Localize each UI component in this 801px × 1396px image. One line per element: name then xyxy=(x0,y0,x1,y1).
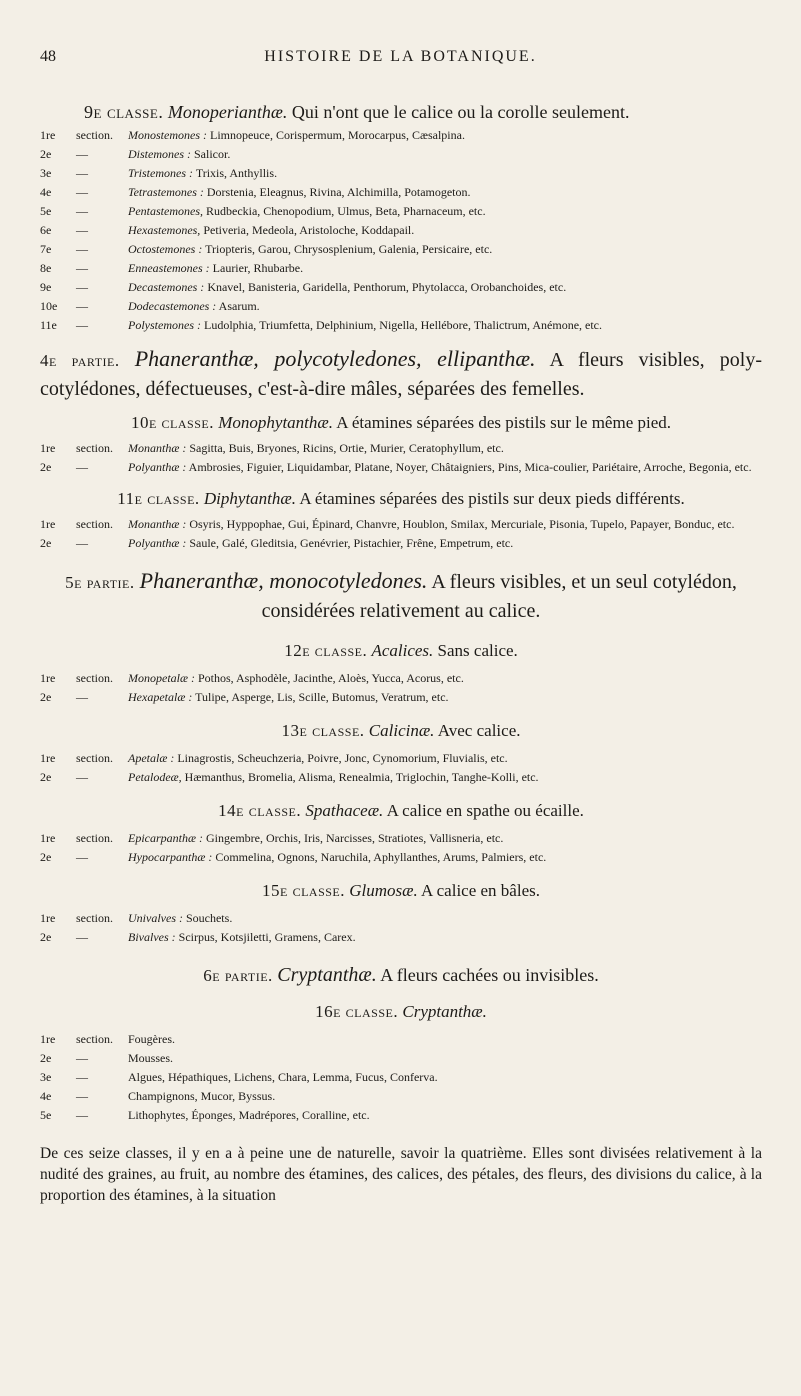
section-text xyxy=(128,202,762,221)
section-number: 4e xyxy=(40,1089,52,1103)
section-text xyxy=(128,126,762,145)
section-genera: Trixis, Anthyllis. xyxy=(195,166,278,180)
class-name: Glumosæ. xyxy=(349,881,418,900)
section-label: — xyxy=(76,770,88,784)
section-label: — xyxy=(76,1070,88,1084)
section-name: Hexapetalæ : xyxy=(128,690,193,704)
section-name: Enneastemones : xyxy=(128,261,210,275)
section-label: — xyxy=(76,460,88,474)
part-heading xyxy=(40,345,762,403)
page-number: 48 xyxy=(40,48,56,65)
section-text xyxy=(128,278,762,297)
section-genera: Gingembre, Orchis, Iris, Narcisses, Stratiotes, Vallisneria, etc. xyxy=(206,831,504,845)
part-label: 5e partie. xyxy=(65,573,135,592)
section-text xyxy=(128,688,762,707)
section-number: 5e xyxy=(40,1108,52,1122)
section-number: 8e xyxy=(40,261,52,275)
section-row xyxy=(40,126,762,145)
section-list xyxy=(40,515,762,553)
section-text xyxy=(128,221,762,240)
section-row xyxy=(40,534,762,553)
section-text xyxy=(128,909,762,928)
section-row xyxy=(40,515,762,534)
section-name: Pentastemones, xyxy=(128,204,203,218)
section-row xyxy=(40,768,762,787)
section-number: 2e xyxy=(40,690,52,704)
section-text xyxy=(128,183,762,202)
section-text xyxy=(128,259,762,278)
section-name: Hexastemones, xyxy=(128,223,201,237)
section-number: 1re xyxy=(40,128,56,142)
section-row xyxy=(40,316,762,335)
section-label: section. xyxy=(76,671,113,685)
section-genera: Osyris, Hyppophae, Gui, Épinard, Chanvre, Houblon, Smilax, Mercuriale, Pisonia, Tupelo, Papayer, Bonduc, etc. xyxy=(189,517,735,531)
section-row xyxy=(40,909,762,928)
section-name: Epicarpanthæ : xyxy=(128,831,203,845)
class-heading xyxy=(84,100,762,124)
page-body xyxy=(40,100,762,1222)
class-label: 14e classe. xyxy=(218,801,302,820)
class-description: A calice en spathe ou écaille. xyxy=(386,801,584,820)
section-number: 2e xyxy=(40,460,52,474)
section-label: section. xyxy=(76,911,113,925)
section-text xyxy=(128,749,762,768)
section-row xyxy=(40,669,762,688)
section-label: — xyxy=(76,1051,88,1065)
section-row xyxy=(40,164,762,183)
part-name: Phaneranthæ, monocotyledones. xyxy=(139,568,428,593)
section-number: 1re xyxy=(40,831,56,845)
section-name: Decastemones : xyxy=(128,280,205,294)
section-row xyxy=(40,240,762,259)
section-label: — xyxy=(76,850,88,864)
section-name: Univalves : xyxy=(128,911,183,925)
section-row xyxy=(40,829,762,848)
section-name: Monostemones : xyxy=(128,128,207,142)
section-row xyxy=(40,1049,762,1068)
section-genera: Triopteris, Garou, Chrysosplenium, Galenia, Persicaire, etc. xyxy=(205,242,493,256)
section-label: — xyxy=(76,1089,88,1103)
section-label: — xyxy=(76,185,88,199)
part-heading xyxy=(40,961,762,990)
section-label: — xyxy=(76,690,88,704)
section-row xyxy=(40,688,762,707)
part-name: Phaneranthæ, polycotyledones, ellipanthæ. xyxy=(134,346,536,371)
section-number: 11e xyxy=(40,318,57,332)
section-number: 2e xyxy=(40,850,52,864)
part-label: 6e partie. xyxy=(203,966,273,985)
section-text xyxy=(128,1049,762,1068)
section-label: section. xyxy=(76,517,113,531)
section-genera: Rudbeckia, Chenopodium, Ulmus, Beta, Pharnaceum, etc. xyxy=(205,204,486,218)
class-description: Avec calice. xyxy=(437,721,521,740)
section-number: 2e xyxy=(40,1051,52,1065)
section-genera: Asarum. xyxy=(218,299,260,313)
section-text xyxy=(128,145,762,164)
class-description: A calice en bâles. xyxy=(421,881,540,900)
section-list xyxy=(40,749,762,787)
class-heading xyxy=(40,879,762,903)
section-number: 5e xyxy=(40,204,52,218)
section-number: 1re xyxy=(40,441,56,455)
section-number: 2e xyxy=(40,536,52,550)
section-label: — xyxy=(76,1108,88,1122)
section-row xyxy=(40,145,762,164)
part-heading xyxy=(40,567,762,625)
section-number: 1re xyxy=(40,911,56,925)
section-text xyxy=(128,164,762,183)
section-row xyxy=(40,259,762,278)
class-heading xyxy=(40,1000,762,1024)
section-number: 1re xyxy=(40,517,56,531)
section-text xyxy=(128,439,762,458)
class-name: Calicinæ. xyxy=(368,721,435,740)
section-number: 6e xyxy=(40,223,52,237)
class-name: Monophytanthæ. xyxy=(218,413,333,432)
section-name: Octostemones : xyxy=(128,242,203,256)
conclusion-paragraph: De ces seize classes, il y en a à peine une de naturelle, savoir la quatrième. Elles sont divisées relativement à la nudité des graines, au fruit, au nombre des étamines, des calices, des pétales, des fleurs, des divisions du calice, à la proportion des étamines, à la situation xyxy=(40,1145,762,1204)
section-text xyxy=(128,669,762,688)
class-heading xyxy=(40,719,762,743)
section-name: Polystemones : xyxy=(128,318,201,332)
section-name: Bivalves : xyxy=(128,930,176,944)
section-label: section. xyxy=(76,751,113,765)
section-row xyxy=(40,928,762,947)
class-label: 13e classe. xyxy=(281,721,365,740)
section-genera: Ludolphia, Triumfetta, Delphinium, Nigella, Hellébore, Thalictrum, Anémone, etc. xyxy=(203,318,603,332)
section-genera: Dorstenia, Eleagnus, Rivina, Alchimilla, Potamogeton. xyxy=(206,185,471,199)
section-genera: Salicor. xyxy=(194,147,231,161)
section-number: 1re xyxy=(40,671,56,685)
section-genera: Pothos, Asphodèle, Jacinthe, Aloès, Yucca, Acorus, etc. xyxy=(198,671,464,685)
section-number: 1re xyxy=(40,751,56,765)
section-genera: Scirpus, Kotsjiletti, Gramens, Carex. xyxy=(178,930,356,944)
section-text xyxy=(128,515,762,534)
section-name: Polyanthæ : xyxy=(128,536,187,550)
section-name: Monopetalæ : xyxy=(128,671,195,685)
section-row xyxy=(40,1068,762,1087)
section-row xyxy=(40,458,762,477)
class-description: A étamines séparées des pistils sur le même pied. xyxy=(336,413,672,432)
section-label: — xyxy=(76,204,88,218)
section-list xyxy=(40,1030,762,1125)
part-description: A fleurs cachées ou invisibles. xyxy=(380,965,599,985)
part-name: Cryptanthæ. xyxy=(277,964,377,986)
section-label: — xyxy=(76,536,88,550)
section-genera: Mousses. xyxy=(128,1051,174,1065)
section-number: 1re xyxy=(40,1032,56,1046)
section-row xyxy=(40,221,762,240)
section-text xyxy=(128,768,762,787)
section-genera: Hæmanthus, Bromelia, Alisma, Renealmia, Triglochin, Tanghe-Kolli, etc. xyxy=(184,770,539,784)
section-number: 7e xyxy=(40,242,52,256)
section-row xyxy=(40,848,762,867)
section-list xyxy=(40,669,762,707)
section-label: — xyxy=(76,261,88,275)
section-number: 3e xyxy=(40,166,52,180)
class-label: 10e classe. xyxy=(130,413,214,432)
section-row xyxy=(40,1087,762,1106)
section-genera: Champignons, Mucor, Byssus. xyxy=(128,1089,276,1103)
section-label: section. xyxy=(76,441,113,455)
section-name: Tetrastemones : xyxy=(128,185,204,199)
running-title: HISTOIRE DE LA BOTANIQUE. xyxy=(264,48,537,65)
class-name: Monoperianthæ. xyxy=(167,102,288,122)
section-row xyxy=(40,278,762,297)
section-row xyxy=(40,439,762,458)
section-number: 2e xyxy=(40,770,52,784)
section-text xyxy=(128,1068,762,1087)
section-row xyxy=(40,1030,762,1049)
section-text xyxy=(128,848,762,867)
class-label: 15e classe. xyxy=(261,881,345,900)
section-text xyxy=(128,316,762,335)
section-genera: Knavel, Banisteria, Garidella, Penthorum, Phytolacca, Orobanchoides, etc. xyxy=(207,280,567,294)
section-genera: Linagrostis, Scheuchzeria, Poivre, Jonc, Cynomorium, Fluvialis, etc. xyxy=(177,751,508,765)
section-row xyxy=(40,183,762,202)
class-heading xyxy=(40,799,762,823)
section-label: — xyxy=(76,166,88,180)
section-name: Monanthæ : xyxy=(128,517,187,531)
section-genera: Petiveria, Medeola, Aristoloche, Koddapail. xyxy=(203,223,415,237)
page-header xyxy=(0,48,801,68)
class-heading xyxy=(40,639,762,663)
class-description: Qui n'ont que le calice ou la corolle seulement. xyxy=(291,102,630,122)
section-text xyxy=(128,297,762,316)
section-name: Hypocarpanthæ : xyxy=(128,850,213,864)
section-list xyxy=(40,439,762,477)
section-list xyxy=(40,126,762,335)
section-number: 10e xyxy=(40,299,58,313)
section-genera: Saule, Galé, Gleditsia, Genévrier, Pistachier, Frêne, Empetrum, etc. xyxy=(189,536,514,550)
section-list xyxy=(40,829,762,867)
class-label: 9e classe. xyxy=(84,102,164,122)
part-description: A fleurs visibles, poly-cotylédones, défectueuses, c'est-à-dire mâles, séparées des femelles. xyxy=(40,349,762,400)
section-text xyxy=(128,829,762,848)
section-label: — xyxy=(76,280,88,294)
section-name: Tristemones : xyxy=(128,166,194,180)
section-genera: Algues, Hépathiques, Lichens, Chara, Lemma, Fucus, Conferva. xyxy=(128,1070,438,1084)
section-text xyxy=(128,1106,762,1125)
class-name: Acalices. xyxy=(371,641,434,660)
class-heading xyxy=(40,487,762,511)
section-text xyxy=(128,534,762,553)
class-name: Cryptanthæ. xyxy=(402,1002,487,1021)
section-row xyxy=(40,202,762,221)
section-name: Polyanthæ : xyxy=(128,460,187,474)
section-text xyxy=(128,1087,762,1106)
section-name: Dodecastemones : xyxy=(128,299,217,313)
section-label: — xyxy=(76,147,88,161)
section-genera: Souchets. xyxy=(185,911,233,925)
class-heading xyxy=(40,411,762,435)
class-label: 11e classe. xyxy=(117,489,200,508)
section-name: Monanthæ : xyxy=(128,441,187,455)
section-text xyxy=(128,240,762,259)
section-name: Apetalæ : xyxy=(128,751,175,765)
section-text xyxy=(128,458,762,477)
section-label: section. xyxy=(76,831,113,845)
section-name: Distemones : xyxy=(128,147,191,161)
part-label: 4e partie. xyxy=(40,351,120,370)
class-label: 16e classe. xyxy=(315,1002,399,1021)
section-number: 3e xyxy=(40,1070,52,1084)
section-genera: Tulipe, Asperge, Lis, Scille, Butomus, Veratrum, etc. xyxy=(195,690,449,704)
section-row xyxy=(40,1106,762,1125)
section-label: section. xyxy=(76,1032,113,1046)
section-row xyxy=(40,749,762,768)
section-genera: Commelina, Ognons, Naruchila, Aphyllanthes, Arums, Palmiers, etc. xyxy=(215,850,547,864)
class-name: Diphytanthæ. xyxy=(203,489,296,508)
section-number: 4e xyxy=(40,185,52,199)
section-genera: Sagitta, Buis, Bryones, Ricins, Ortie, Murier, Ceratophyllum, etc. xyxy=(189,441,504,455)
section-text xyxy=(128,928,762,947)
section-label: — xyxy=(76,318,88,332)
class-name: Spathaceæ. xyxy=(305,801,384,820)
section-label: — xyxy=(76,242,88,256)
section-number: 9e xyxy=(40,280,52,294)
section-label: — xyxy=(76,930,88,944)
class-label: 12e classe. xyxy=(284,641,368,660)
part-description: A fleurs visibles, et un seul cotylédon, considérées relativement au calice. xyxy=(261,571,737,622)
section-number: 2e xyxy=(40,147,52,161)
class-description: Sans calice. xyxy=(437,641,518,660)
section-genera: Fougères. xyxy=(128,1032,175,1046)
section-label: — xyxy=(76,223,88,237)
section-list xyxy=(40,909,762,947)
section-genera: Limnopeuce, Corispermum, Morocarpus, Cæsalpina. xyxy=(209,128,465,142)
section-text xyxy=(128,1030,762,1049)
section-number: 2e xyxy=(40,930,52,944)
section-genera: Laurier, Rhubarbe. xyxy=(212,261,304,275)
section-row xyxy=(40,297,762,316)
section-label: — xyxy=(76,299,88,313)
class-description: A étamines séparées des pistils sur deux pieds différents. xyxy=(299,489,685,508)
section-genera: Ambrosies, Figuier, Liquidambar, Platane, Noyer, Châtaigniers, Pins, Mica-coulier, Pariétaire, Arroche, Begonia, etc. xyxy=(188,460,752,474)
section-label: section. xyxy=(76,128,113,142)
section-genera: Lithophytes, Éponges, Madrépores, Coralline, etc. xyxy=(128,1108,370,1122)
section-name: Petalodeæ, xyxy=(128,770,182,784)
